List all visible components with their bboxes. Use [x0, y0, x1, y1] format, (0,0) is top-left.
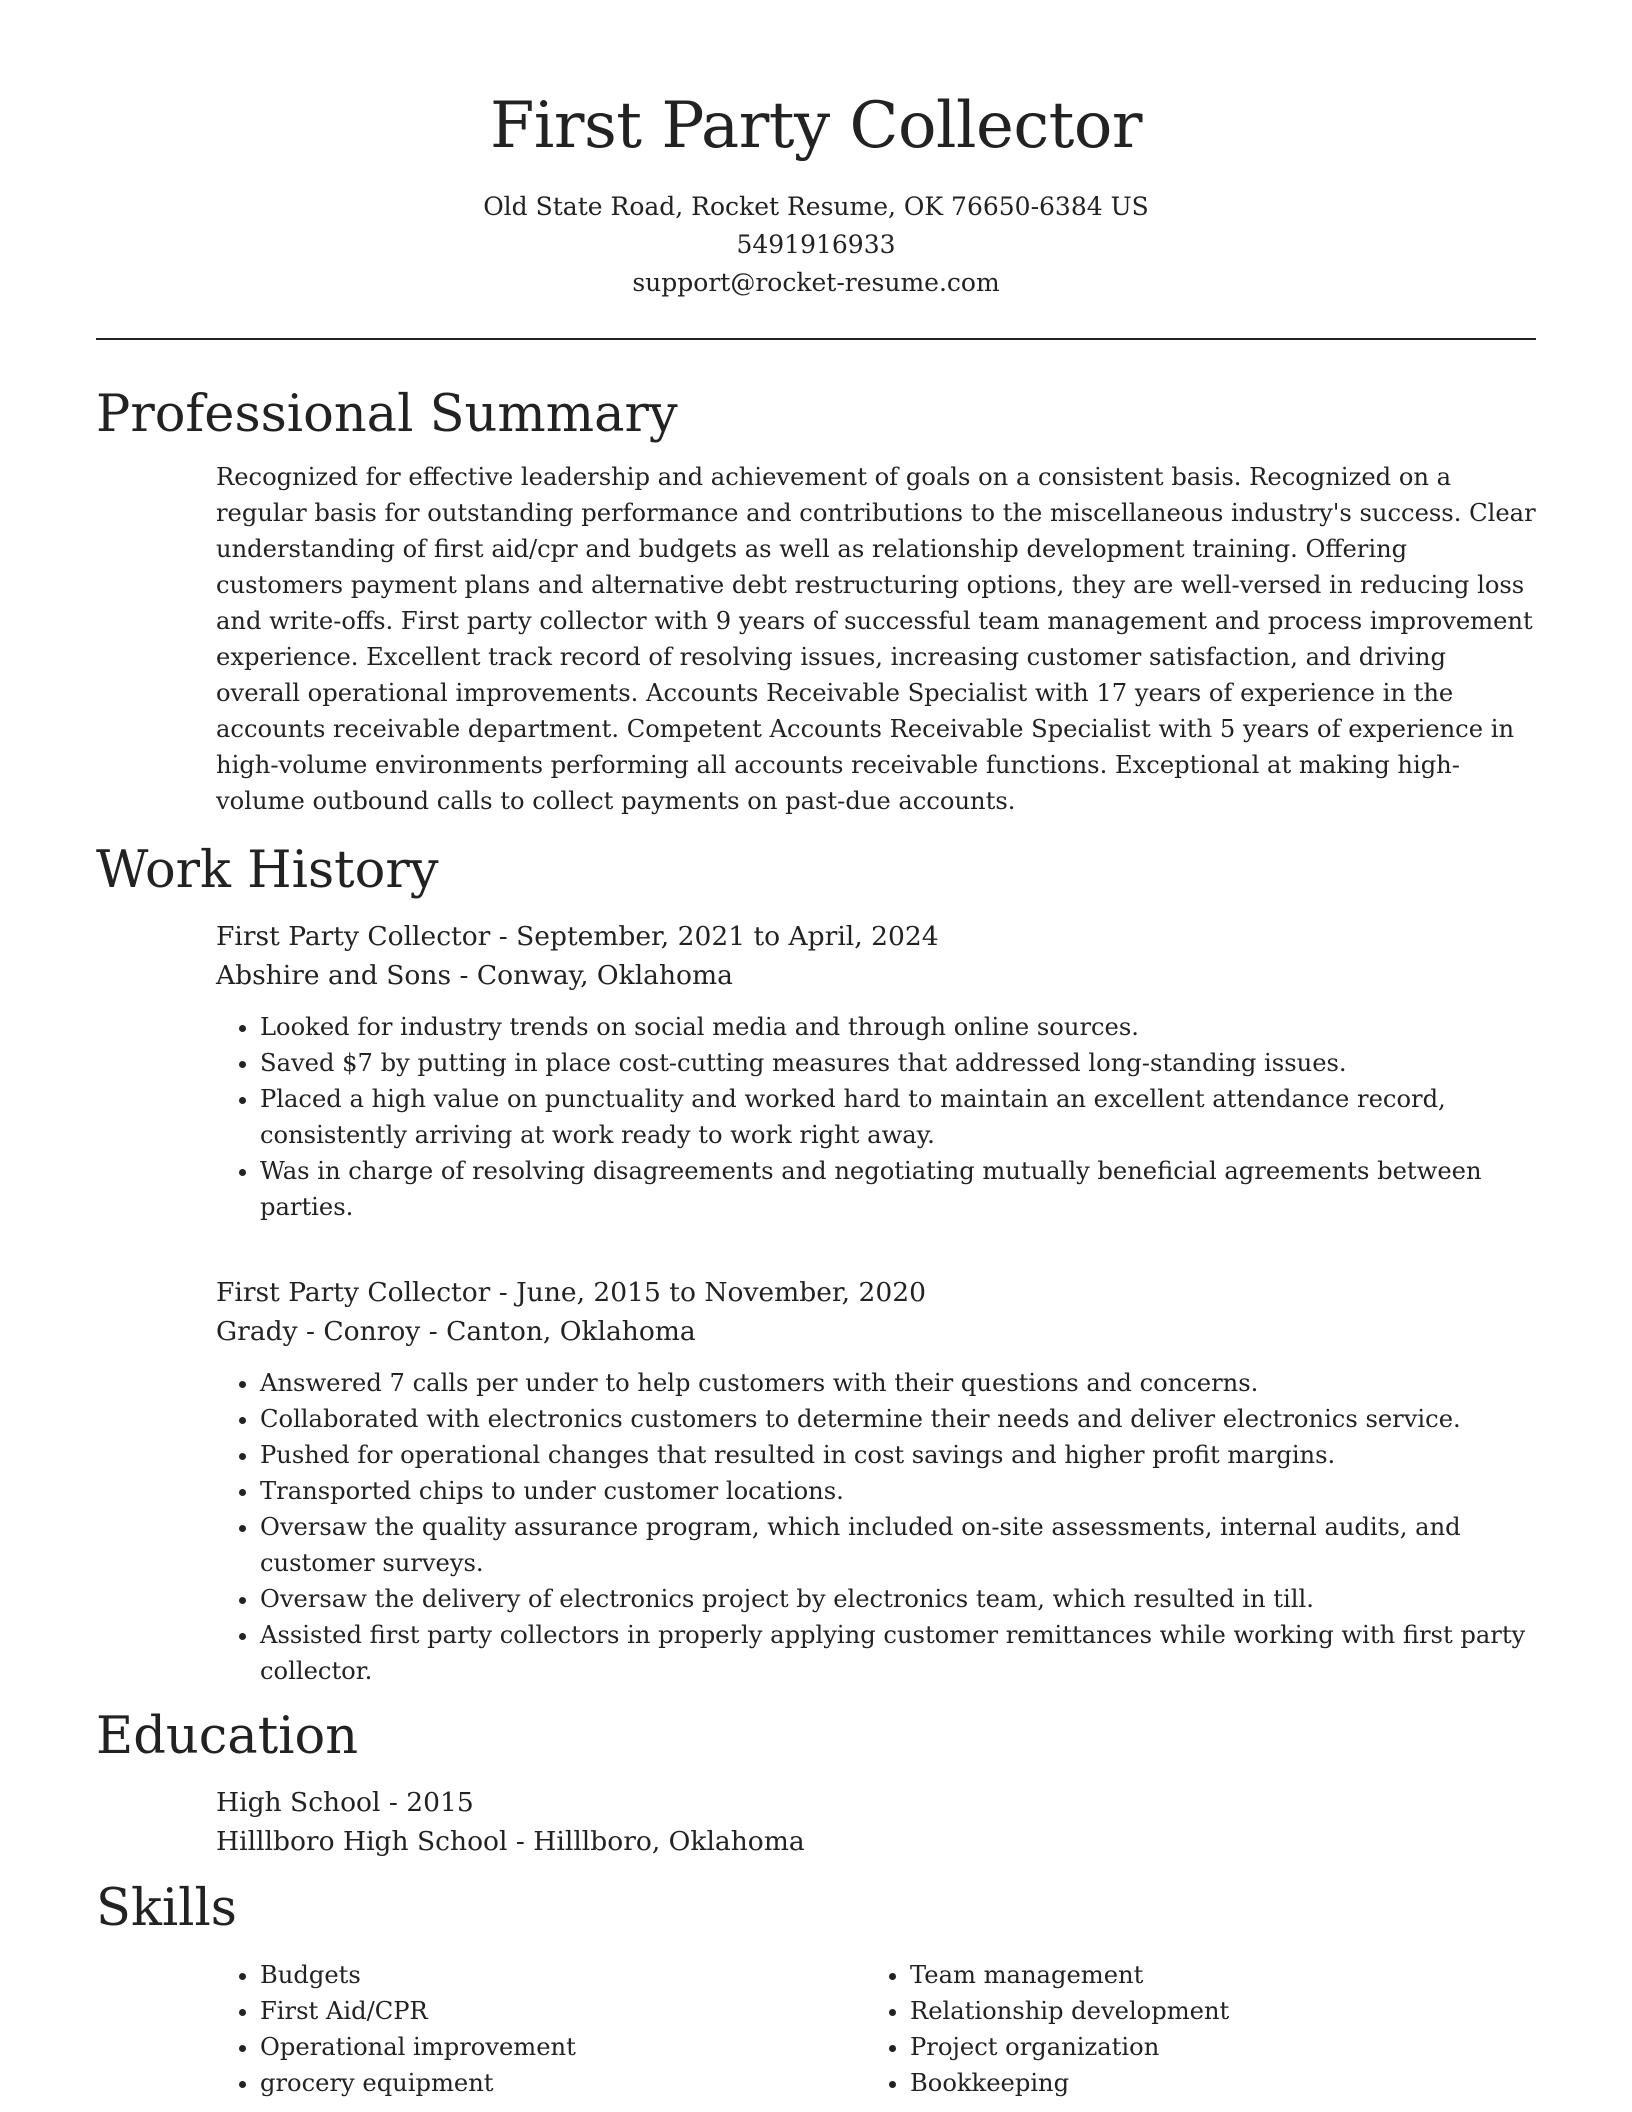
- job-company-line: [216, 956, 1536, 995]
- job-title-line: [216, 1273, 1536, 1312]
- job-entry: [216, 1273, 1536, 1689]
- education-school: Hilllboro High School: [216, 1826, 508, 1857]
- job-bullets: [216, 1009, 1536, 1225]
- job-company: Abshire and Sons: [216, 960, 452, 991]
- skill-item: • grocery equipment: [260, 2065, 866, 2101]
- skills-column-left: [216, 1957, 866, 2101]
- resume-name: First Party Collector: [489, 89, 1143, 163]
- resume-page: [96, 0, 1536, 2101]
- education-year: - 2015: [380, 1787, 474, 1818]
- job-dates: - September, 2021 to April, 2024: [490, 921, 939, 952]
- section-title-summary: Professional Summary: [96, 385, 678, 444]
- job-bullet: • Oversaw the quality assurance program, which included on-site assessments, internal audits, and customer surveys.: [260, 1509, 1536, 1581]
- job-bullet: • Saved $7 by putting in place cost-cutting measures that addressed long-standing issues.: [260, 1045, 1536, 1081]
- job-bullet: • Assisted first party collectors in properly applying customer remittances while working with first party collector.: [260, 1617, 1536, 1689]
- job-entry: [216, 917, 1536, 1225]
- job-location: - Canton, Oklahoma: [420, 1316, 696, 1347]
- skill-item: • Team management: [910, 1957, 1516, 1993]
- education-degree: High School: [216, 1787, 381, 1818]
- job-bullet: • Pushed for operational changes that resulted in cost savings and higher profit margins.: [260, 1437, 1536, 1473]
- job-bullet: • Collaborated with electronics customers to determine their needs and deliver electronics service.: [260, 1401, 1536, 1437]
- job-company-line: [216, 1312, 1536, 1351]
- contact-address: Old State Road, Rocket Resume, OK 76650-6384 US: [483, 192, 1149, 221]
- skills-list: [216, 1957, 1536, 2101]
- job-position: First Party Collector: [216, 921, 491, 952]
- skill-item: • Operational improvement: [260, 2029, 866, 2065]
- contact-block: [96, 188, 1536, 302]
- skills-bullets-right: [866, 1957, 1516, 2101]
- education-degree-line: [216, 1783, 1536, 1822]
- section-title-skills: Skills: [96, 1879, 237, 1938]
- skills-column-right: [866, 1957, 1516, 2101]
- skill-item: • Project organization: [910, 2029, 1516, 2065]
- job-location: - Conway, Oklahoma: [451, 960, 733, 991]
- skill-item: • Relationship development: [910, 1993, 1516, 2029]
- education-location: - Hilllboro, Oklahoma: [507, 1826, 805, 1857]
- education-school-line: [216, 1822, 1536, 1861]
- section-title-education: Education: [96, 1707, 359, 1766]
- job-bullet: • Placed a high value on punctuality and worked hard to maintain an excellent attendance record, consistently arriving at work ready to work right away.: [260, 1081, 1536, 1153]
- skill-item: • Budgets: [260, 1957, 866, 1993]
- job-bullets: [216, 1365, 1536, 1689]
- job-bullet: • Oversaw the delivery of electronics project by electronics team, which resulted in till.: [260, 1581, 1536, 1617]
- header-divider: [96, 338, 1536, 340]
- summary-text: Recognized for effective leadership and achievement of goals on a consistent basis. Recognized on a regular basis for outstanding performance and contributions to the miscellaneous industry's success. Clear understanding of first aid/cpr and budgets as well as relationship development training. Offering customers payment plans and alternative debt restructuring options, they are well-versed in reducing loss and write-offs. First party collector with 9 years of successful team management and process improvement experience. Excellent track record of resolving issues, increasing customer satisfaction, and driving overall operational improvements. Accounts Receivable Specialist with 17 years of experience in the accounts receivable department. Competent Accounts Receivable Specialist with 5 years of experience in high-volume environments performing all accounts receivable functions. Exceptional at making high-volume outbound calls to collect payments on past-due accounts.: [216, 463, 1536, 815]
- job-title-line: [216, 917, 1536, 956]
- skills-bullets-left: [216, 1957, 866, 2101]
- section-title-work-history: Work History: [96, 841, 439, 900]
- job-bullet: • Was in charge of resolving disagreements and negotiating mutually beneficial agreements between parties.: [260, 1153, 1536, 1225]
- job-position: First Party Collector: [216, 1277, 491, 1308]
- contact-phone: 5491916933: [736, 230, 896, 259]
- job-bullet: • Transported chips to under customer locations.: [260, 1473, 1536, 1509]
- education-entry: [216, 1783, 1536, 1861]
- contact-email: support@rocket-resume.com: [632, 268, 1000, 297]
- skill-item: • Bookkeeping: [910, 2065, 1516, 2101]
- job-bullet: • Looked for industry trends on social media and through online sources.: [260, 1009, 1536, 1045]
- job-company: Grady - Conroy: [216, 1316, 421, 1347]
- skill-item: • First Aid/CPR: [260, 1993, 866, 2029]
- job-bullet: • Answered 7 calls per under to help customers with their questions and concerns.: [260, 1365, 1536, 1401]
- job-dates: - June, 2015 to November, 2020: [490, 1277, 926, 1308]
